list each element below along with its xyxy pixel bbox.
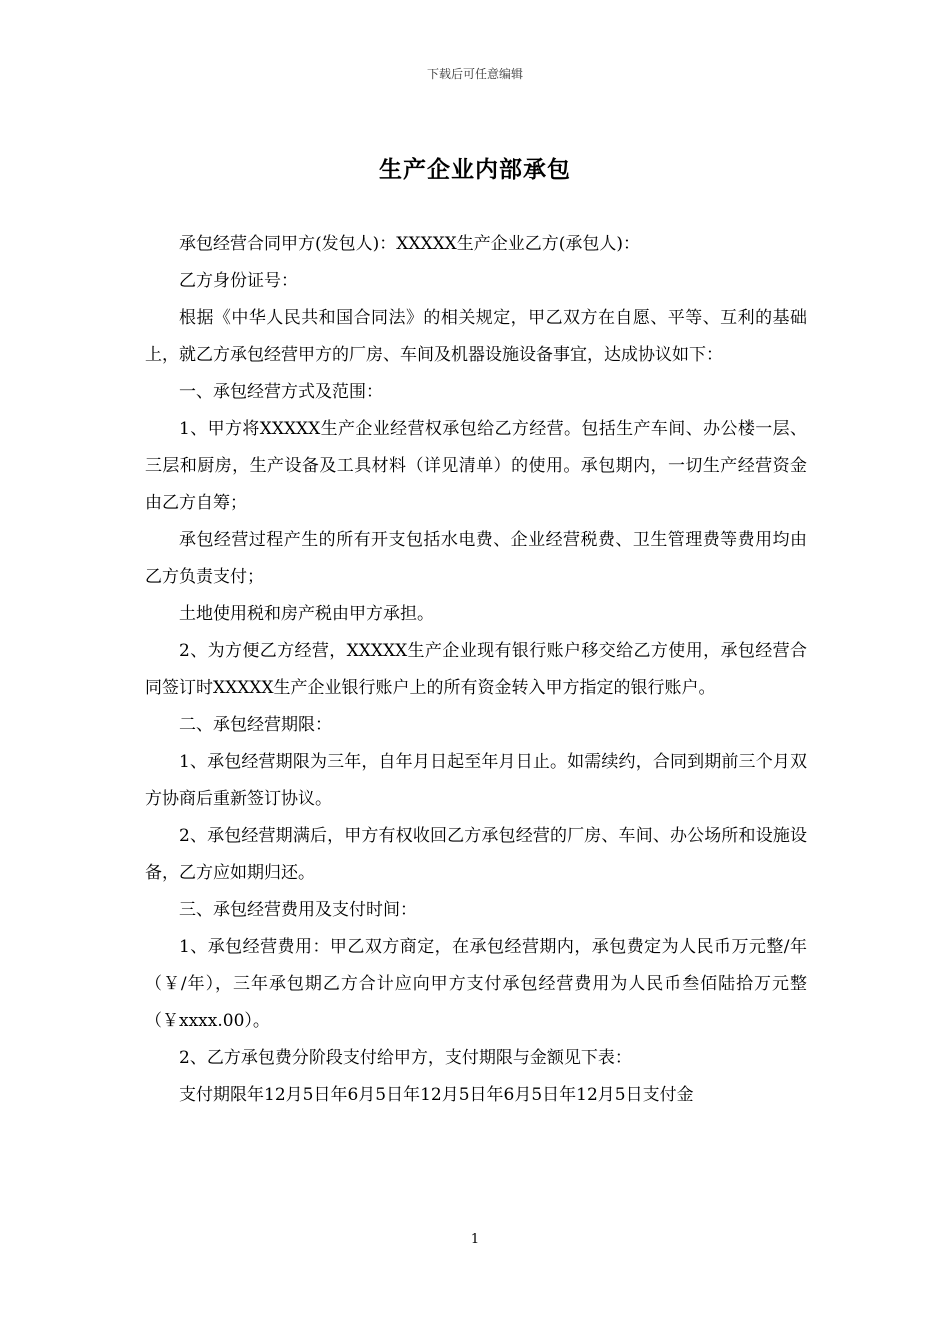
paragraph-fees-2: 2、乙方承包费分阶段支付给甲方，支付期限与金额见下表： xyxy=(179,1048,632,1068)
document-body xyxy=(145,226,807,1114)
paragraph-preamble: 根据《中华人民共和国合同法》的相关规定，甲乙双方在自愿、平等、互利的基础上，就乙方承包经营甲方的厂房、车间及机器设施设备事宜，达成协议如下： xyxy=(145,308,807,365)
paragraph-payment-schedule: 支付期限年12月5日年6月5日年12月5日年6月5日年12月5日支付金 xyxy=(179,1085,694,1105)
paragraph-scope-1: 1、甲方将XXXXX生产企业经营权承包给乙方经营。包括生产车间、办公楼一层、三层和厨房，生产设备及工具材料（详见清单）的使用。承包期内，一切生产经营资金由乙方自筹； xyxy=(145,419,807,513)
paragraph-id-number: 乙方身份证号： xyxy=(179,271,298,291)
paragraph-term-1: 1、承包经营期限为三年，自年月日起至年月日止。如需续约，合同到期前三个月双方协商后重新签订协议。 xyxy=(145,752,807,809)
page-header-note: 下载后可任意编辑 xyxy=(426,67,523,81)
section-heading-fees: 三、承包经营费用及支付时间： xyxy=(179,900,417,920)
paragraph-scope-taxes: 土地使用税和房产税由甲方承担。 xyxy=(179,604,434,624)
paragraph-scope-expenses: 承包经营过程产生的所有开支包括水电费、企业经营税费、卫生管理费等费用均由乙方负责支付； xyxy=(145,530,807,587)
page-number: 1 xyxy=(470,1232,480,1247)
paragraph-term-2: 2、承包经营期满后，甲方有权收回乙方承包经营的厂房、车间、办公场所和设施设备，乙方应如期归还。 xyxy=(145,826,807,883)
paragraph-parties: 承包经营合同甲方(发包人)：XXXXX生产企业乙方(承包人)： xyxy=(179,234,641,254)
section-heading-term: 二、承包经营期限： xyxy=(179,715,332,735)
paragraph-fees-1: 1、承包经营费用：甲乙双方商定，在承包经营期内，承包费定为人民币万元整/年（￥/年），三年承包期乙方合计应向甲方支付承包经营费用为人民币叁佰陆拾万元整（￥xxxx.00）。 xyxy=(145,937,807,1031)
document-title: 生产企业内部承包 xyxy=(379,156,571,183)
section-heading-scope: 一、承包经营方式及范围： xyxy=(179,382,383,402)
paragraph-scope-2: 2、为方便乙方经营，XXXXX生产企业现有银行账户移交给乙方使用，承包经营合同签订时XXXXX生产企业银行账户上的所有资金转入甲方指定的银行账户。 xyxy=(145,641,807,698)
